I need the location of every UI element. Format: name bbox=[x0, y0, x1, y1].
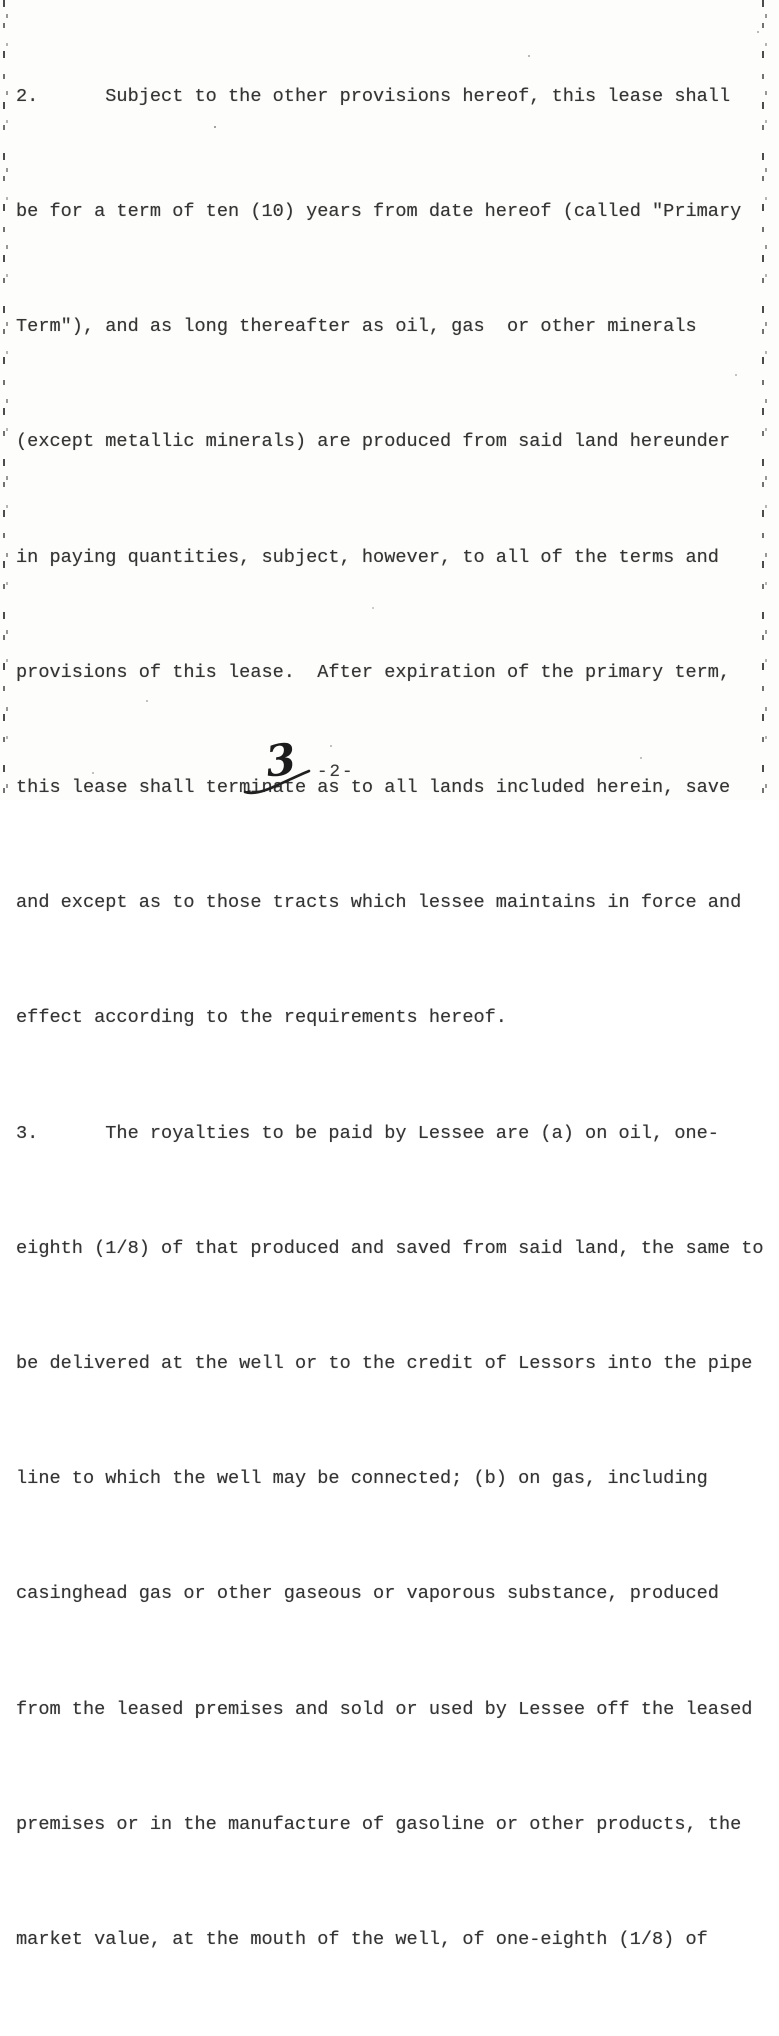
document-line: premises or in the manufacture of gasoline or other products, the bbox=[16, 1813, 742, 1835]
left-scan-edge-marks bbox=[2, 0, 8, 800]
handwritten-page-mark: 3 bbox=[263, 734, 299, 788]
document-line: in paying quantities, subject, however, to all of the terms and bbox=[16, 546, 719, 568]
document-line: from the leased premises and sold or used by Lessee off the leased bbox=[16, 1698, 753, 1720]
document-line: line to which the well may be connected; (b) on gas, including bbox=[16, 1468, 708, 1490]
handwritten-underline-swoosh bbox=[243, 768, 313, 796]
document-line: effect according to the requirements hereof. bbox=[16, 1007, 507, 1029]
document-line: 2. Subject to the other provisions hereof, this lease shall bbox=[16, 85, 731, 107]
document-line: 3. The royalties to be paid by Lessee are (a) on oil, one- bbox=[16, 1122, 719, 1144]
document-line: casinghead gas or other gaseous or vaporous substance, produced bbox=[16, 1583, 719, 1605]
document-line: and except as to those tracts which lessee maintains in force and bbox=[16, 892, 742, 914]
typed-page-number: -2- bbox=[317, 762, 355, 782]
scan-noise-specks bbox=[0, 0, 2, 2]
document-line: be delivered at the well or to the credit of Lessors into the pipe bbox=[16, 1353, 753, 1375]
document-line: this lease shall terminate as to all lands included herein, save bbox=[16, 777, 731, 799]
document-line: market value, at the mouth of the well, of one-eighth (1/8) of bbox=[16, 1929, 708, 1951]
document-line: be for a term of ten (10) years from date hereof (called "Primary bbox=[16, 201, 742, 223]
document-line: Term"), and as long thereafter as oil, gas or other minerals bbox=[16, 316, 697, 338]
document-line: provisions of this lease. After expiration of the primary term, bbox=[16, 661, 731, 683]
document-line: (except metallic minerals) are produced from said land hereunder bbox=[16, 431, 731, 453]
typed-text-block bbox=[16, 1, 776, 2036]
document-line: eighth (1/8) of that produced and saved from said land, the same to bbox=[16, 1237, 764, 1259]
